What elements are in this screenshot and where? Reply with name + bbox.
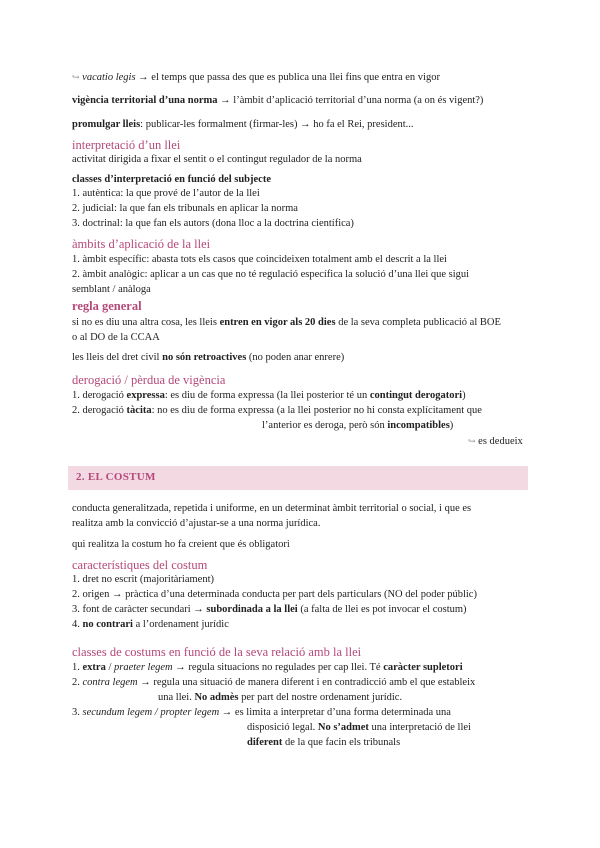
der1-e: ) [462,390,466,401]
k1-f: caràcter supletori [383,662,463,673]
der1-b: expressa [126,390,165,401]
k1-e: regula situacions no regulades per cap llei. Té [188,662,384,673]
car-item-2 [72,588,477,602]
k2-c: regula una situació de manera diferent i en contradicció amb el que estableix [153,677,476,688]
regla-line-1 [72,316,501,330]
k3-d: disposició legal. [247,722,318,733]
section-2-band [68,466,528,490]
derogacio-dedueix [468,434,523,449]
c3-c: (a falta de llei es pot invocar el costum) [297,604,467,615]
k2-a: 2. [72,677,83,688]
vigencia-def: l’àmbit d’aplicació territorial d’una norma (a on és vigent?) [230,95,484,106]
c2-a: 2. origen [72,589,112,600]
k3-h: de la que facin els tribunals [282,737,401,748]
classe-item-2-cont [158,691,402,705]
der1-c: : es diu de forma expressa (la llei posterior té un [164,390,370,401]
ambits-heading: àmbits d’aplicació de la llei [72,237,211,251]
derogacio-heading: derogació / pèrdua de vigència [72,373,226,387]
promulgar-term: promulgar lleis [72,119,141,130]
k3-f: una interpretació de llei [368,722,471,733]
k3-b: secundum legem / propter legem [82,707,220,718]
vigencia-line [72,94,483,108]
k3-g: diferent [247,737,283,748]
interp-item-3: 3. doctrinal: la que fan els autors (dona lloc a la doctrina científica) [72,218,354,229]
vacatio-legis-line [72,70,440,85]
regla-text-2: de la seva completa publicació al BOE [335,317,501,328]
ambit-item-2-cont: semblant / anàloga [72,284,151,295]
right-arrow-icon: → [219,707,235,718]
caracteristiques-heading: característiques del costum [72,558,208,572]
right-arrow-icon: → [193,604,204,615]
der1-d: contingut derogatori [369,390,463,401]
der2-f: ) [449,420,454,431]
classe-item-3 [72,706,451,720]
regla-line-3 [72,351,344,365]
retro-bold: no són retroactives [162,352,247,363]
k3-c: es limita a interpretar d’una forma determinada una [234,707,451,718]
classe-item-3-cont-2 [247,736,400,750]
dedueix-text: es dedueix [475,436,523,447]
der2-a: 2. derogació [72,405,127,416]
car-item-3 [72,603,467,617]
classe-item-3-cont [247,721,471,735]
right-arrow-icon: → [111,589,123,600]
car-item-4 [72,618,229,632]
k2-d: una llei. [158,692,195,703]
right-arrow-icon: → [220,95,231,106]
der2-b: tàcita [126,405,152,416]
promulgar-def-2: ho fa el Rei, president... [310,119,414,130]
c4-b: no contrari [82,619,133,630]
right-arrow-icon: → [300,119,311,130]
right-arrow-icon: → [137,677,154,688]
c4-c: a l’ordenament jurídic [132,619,229,630]
vacatio-legis-term: vacatio legis [82,72,136,83]
k1-b: extra [82,662,106,673]
derogacio-item-2-cont [262,419,453,433]
der2-c: : no es diu de forma expressa (a la llei posterior no hi consta explícitament que [151,405,482,416]
interp-item-1: 1. autèntica: la que prové de l’autor de la llei [72,188,260,199]
classes-interpretacio-title: classes d’interpretació en funció del subjecte [72,174,271,185]
interpretacio-def: activitat dirigida a fixar el sentit o el contingut regulador de la norma [72,154,362,165]
classe-item-2 [72,676,475,690]
c3-b: subordinada a la llei [203,604,298,615]
k3-e: No s’admet [317,722,369,733]
der2-e: incompatibles [387,420,450,431]
curved-arrow-icon: ↪ [72,72,80,82]
promulgar-def: : publicar-les formalment (firmar-les) [140,119,301,130]
regla-line-2: o al DO de la CCAA [72,332,160,343]
k2-b: contra legem [82,677,138,688]
costum-def-3: qui realitza la costum ho fa creient que és obligatori [72,539,290,550]
k3-a: 3. [72,707,83,718]
k1-c: / [105,662,114,673]
k1-a: 1. [72,662,83,673]
right-arrow-icon: → [172,662,189,673]
classes-costums-heading: classes de costums en funció de la seva relació amb la llei [72,645,362,659]
interpretacio-heading: interpretació d’un llei [72,138,181,152]
classe-item-1 [72,661,463,675]
curved-arrow-icon: ↪ [468,436,476,446]
c3-a: 3. font de caràcter secundari [72,604,194,615]
car-item-1: 1. dret no escrit (majoritàriament) [72,574,214,585]
k2-e: No admès [194,692,239,703]
der2-d: l’anterior es deroga, però són [262,420,388,431]
ambit-item-2: 2. àmbit analògic: aplicar a un cas que no té regulació específica la solució d’una llei que sigui [72,269,470,280]
regla-text: si no es diu una altra cosa, les lleis [72,317,220,328]
costum-def-1: conducta generalitzada, repetida i uniforme, en un determinat àmbit territorial o social, i que es [72,503,472,514]
section-2-title: 2. EL COSTUM [76,471,156,483]
regla-bold: entren en vigor als 20 dies [219,317,336,328]
costum-def-2: realitza amb la convicció d’ajustar-se a una norma jurídica. [72,518,321,529]
der1-a: 1. derogació [72,390,127,401]
vigencia-term: vigència territorial d’una norma [72,95,218,106]
regla-general-heading: regla general [72,299,142,313]
interp-item-2: 2. judicial: la que fan els tribunals en aplicar la norma [72,203,298,214]
c2-b: pràctica d’una determinada conducta per part dels particulars (NO del poder públic) [122,589,477,600]
derogacio-item-1 [72,389,466,403]
right-arrow-icon: → [138,72,149,83]
vacatio-legis-def: el temps que passa des que es publica una llei fins que entra en vigor [148,72,440,83]
retro-text-2: (no poden anar enrere) [246,352,345,363]
k2-f: per part del nostre ordenament jurídic. [238,692,403,703]
k1-d: praeter legem [114,662,173,673]
retro-text: les lleis del dret civil [72,352,163,363]
ambit-item-1: 1. àmbit específic: abasta tots els casos que coincideixen totalment amb el descrit a la llei [72,254,447,265]
derogacio-item-2 [72,404,482,418]
promulgar-line [72,118,414,132]
c4-a: 4. [72,619,83,630]
